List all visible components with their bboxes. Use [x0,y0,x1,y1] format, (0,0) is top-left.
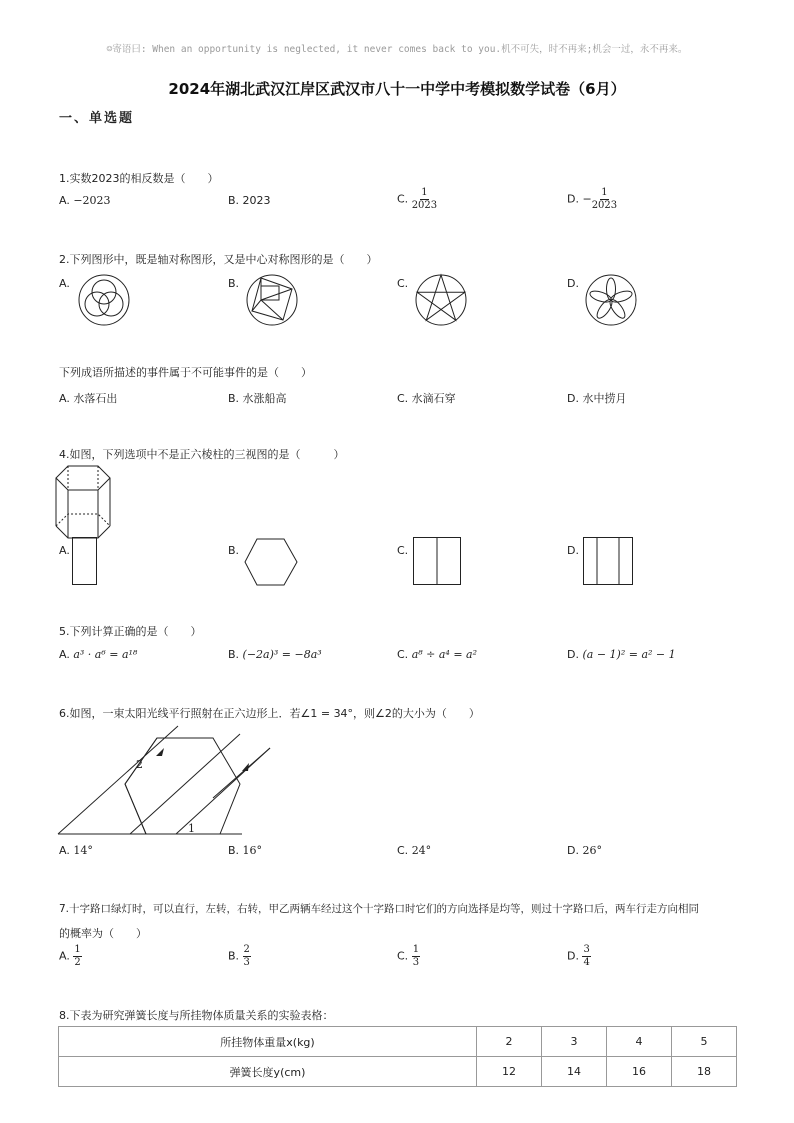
q5-option-c[interactable] [397,648,477,661]
table-cell: 5 [672,1027,737,1057]
option-letter: B. [228,194,240,207]
row-header: 弹簧长度y(cm) [59,1057,477,1087]
option-value: 14° [73,844,93,857]
option-letter: A. [59,194,70,207]
option-expression: (−2a)³ = −8a³ [242,648,322,661]
option-expression: (a − 1)² = a² − 1 [582,648,676,661]
option-letter: B. [228,844,240,857]
q2-option-a[interactable] [59,277,70,290]
q3-option-a[interactable]: A. 水落石出 [59,392,118,405]
option-letter: B. [228,277,240,290]
table-row [59,1027,737,1057]
angle-1-label: 1 [188,822,195,835]
option-letter: C. [397,277,409,290]
option-value: 26° [582,844,602,857]
hexagonal-prism-figure [54,464,114,540]
numerator: 1 [412,944,420,955]
q6-option-b[interactable] [228,844,262,857]
fraction [243,944,251,969]
three-panel-view-figure [583,537,633,585]
option-letter: C. [397,648,409,661]
spring-data-table [58,1026,737,1087]
table-cell: 12 [477,1057,542,1087]
q1-option-c[interactable] [397,187,437,212]
option-letter: C. [397,192,409,206]
option-value: −2023 [73,194,111,207]
numerator: 1 [421,187,428,198]
star-in-circle-figure [415,274,467,326]
row-header: 所挂物体重量x(kg) [59,1027,477,1057]
q4-option-b[interactable] [228,544,239,557]
option-letter: D. [567,844,579,857]
table-cell: 3 [542,1027,607,1057]
option-letter: B. [228,544,240,557]
two-panel-view-figure [413,537,461,585]
q5-option-a[interactable] [59,648,137,661]
sunlight-hexagon-figure [58,726,278,838]
q2-option-d[interactable] [567,277,579,290]
q7-option-c[interactable] [397,944,420,969]
q1-option-d[interactable] [567,187,617,212]
minus-sign: − [582,192,592,206]
fraction [582,944,590,969]
denominator: 4 [583,957,590,968]
fraction [412,944,420,969]
q4-option-d[interactable] [567,544,579,557]
flower-in-circle-figure [585,274,637,326]
option-expression: a³ · a⁶ = a¹⁸ [73,648,138,661]
q6-option-a[interactable] [59,844,93,857]
numerator: 3 [583,944,590,955]
q7-option-d[interactable] [567,944,591,969]
option-letter: A. [59,844,70,857]
question-7-stem-continued: 的概率为（ ） [59,927,147,940]
option-letter: A. [59,648,70,661]
q7-option-b[interactable] [228,944,251,969]
option-letter: D. [567,544,579,557]
table-cell: 4 [607,1027,672,1057]
option-letter: C. [397,544,409,557]
question-3-stem: 下列成语所描述的事件属于不可能事件的是（ ） [59,366,312,379]
option-letter: D. [567,648,579,661]
square-in-circle-figure [246,274,298,326]
angle-2-label: 2 [136,758,143,771]
q1-option-a[interactable] [59,194,111,207]
section-heading: 一、单选题 [59,111,135,126]
q4-option-a[interactable] [59,544,70,557]
option-letter: D. [567,192,579,206]
question-8-stem: 8.下表为研究弹簧长度与所挂物体质量关系的实验表格： [59,1009,334,1022]
question-6-stem: 6.如图，一束太阳光线平行照射在正六边形上．若∠1 = 34°，则∠2的大小为（ ） [59,707,480,720]
table-cell: 16 [607,1057,672,1087]
numerator: 1 [74,944,81,955]
q6-option-d[interactable] [567,844,602,857]
denominator: 3 [243,957,250,968]
option-letter: B. [228,949,240,963]
question-1-stem: 1.实数2023的相反数是（ ） [59,172,219,185]
rectangle-view-figure [72,537,98,585]
q2-option-b[interactable] [228,277,239,290]
option-letter: D. [567,949,579,963]
option-letter: D. [567,277,579,290]
q5-option-d[interactable] [567,648,676,661]
q7-option-a[interactable] [59,944,82,969]
option-letter: C. [397,949,409,963]
denominator: 2 [74,957,81,968]
option-letter: A. [59,544,70,557]
fraction [592,187,617,212]
numerator: 2 [243,944,250,955]
q6-option-c[interactable] [397,844,431,857]
denominator: 3 [412,957,420,968]
table-cell: 14 [542,1057,607,1087]
q5-option-b[interactable] [228,648,322,661]
option-value: 24° [411,844,432,857]
header-motto: ☺寄语曰: When an opportunity is neglected, it never comes back to you.机不可失，时不再来;机会一过，永不再来。 [106,44,688,55]
q4-option-c[interactable] [397,544,408,557]
three-circles-figure [78,274,130,326]
option-letter: C. [397,844,409,857]
question-5-stem: 5.下列计算正确的是（ ） [59,625,202,638]
q2-option-c[interactable] [397,277,408,290]
table-cell: 18 [672,1057,737,1087]
hexagon-view-figure [244,538,298,586]
question-2-stem: 2.下列图形中，既是轴对称图形，又是中心对称图形的是（ ） [59,253,378,266]
page-title: 2024年湖北武汉江岸区武汉市八十一中学中考模拟数学试卷（6月） [168,80,626,98]
denominator: 2023 [411,200,438,211]
question-4-stem: 4.如图，下列选项中不是正六棱柱的三视图的是（ ） [59,448,345,461]
q3-option-d[interactable]: D. 水中捞月 [567,392,627,405]
denominator: 2023 [591,200,618,211]
q3-option-c[interactable]: C. 水滴石穿 [397,392,456,405]
numerator: 1 [601,187,608,198]
question-7-stem: 7.十字路口绿灯时，可以直行，左转，右转，甲乙两辆车经过这个十字路口时它们的方向选择是均等，则过十字路口后，两车行走方向相同 [59,903,700,915]
option-letter: B. [228,648,240,661]
option-value: 16° [242,844,263,857]
q1-option-b[interactable] [228,194,271,207]
option-expression: a⁸ ÷ a⁴ = a² [411,648,478,661]
option-letter: A. [59,949,70,963]
option-value: 2023 [242,194,271,207]
option-letter: A. [59,277,70,290]
fraction [412,187,437,212]
table-cell: 2 [477,1027,542,1057]
fraction [73,944,81,969]
q3-option-b[interactable]: B. 水涨船高 [228,392,287,405]
table-row [59,1057,737,1087]
